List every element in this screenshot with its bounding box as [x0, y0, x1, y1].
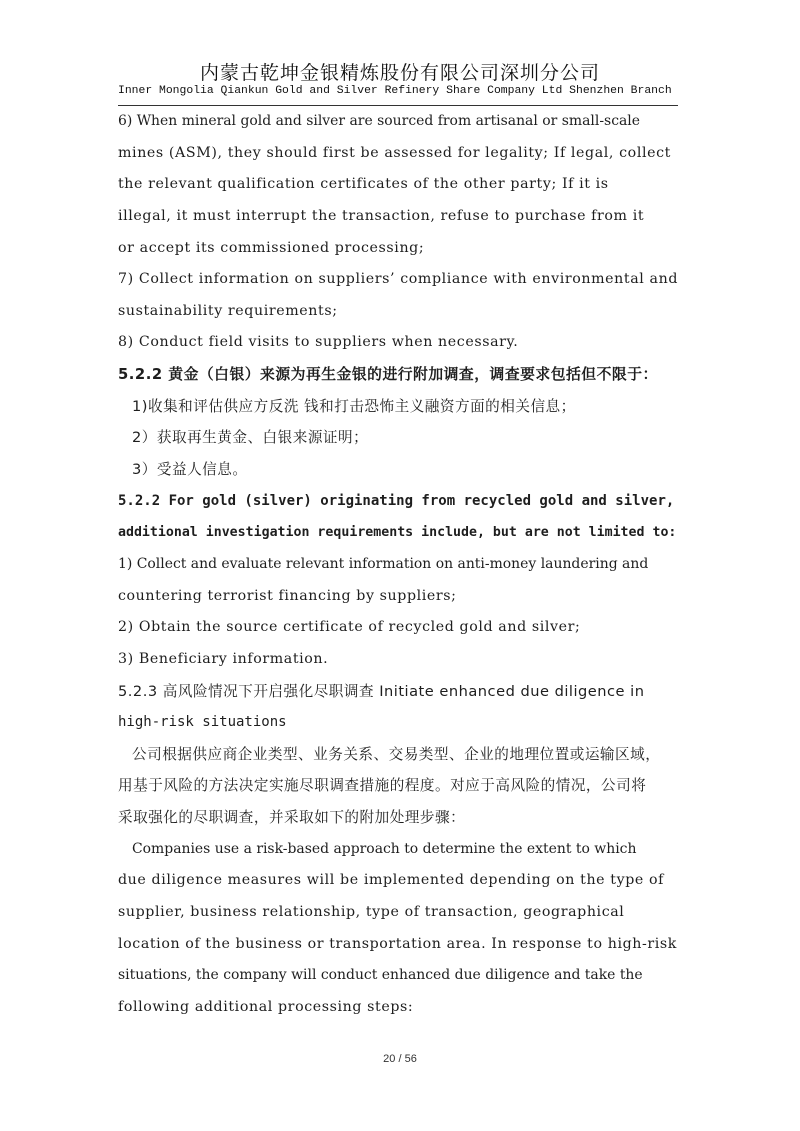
list-item-6-line-5: or accept its commissioned processing; [118, 239, 425, 256]
company-title-english: Inner Mongolia Qiankun Gold and Silver Refinery Share Company Ltd Shenzhen Branch [118, 85, 672, 97]
page-number: 20 / 56 [383, 1053, 417, 1065]
section-heading-5-2-3-line-2: high-risk situations [118, 714, 287, 731]
list-item-cn-2: 2）获取再生黄金、白银来源证明； [132, 429, 369, 447]
list-item-6-line-4: illegal, it must interrupt the transaction, refuse to purchase from it [118, 207, 645, 224]
list-item-6-line-2: mines (ASM), they should first be assessed for legality; If legal, collect [118, 144, 671, 161]
section-heading-5-2-2-english-line-1: 5.2.2 For gold (silver) originating from recycled gold and silver, [118, 492, 675, 509]
paragraph-en-line-2: due diligence measures will be implemented depending on the type of [118, 872, 664, 889]
section-heading-5-2-2-english-line-2: additional investigation requirements include, but are not limited to: [118, 525, 677, 541]
list-item-8: 8) Conduct field visits to suppliers when necessary. [118, 334, 519, 351]
paragraph-en-line-6: following additional processing steps: [118, 998, 414, 1015]
list-item-6-line-3: the relevant qualification certificates of the other party; If it is [118, 176, 609, 193]
section-heading-5-2-2-chinese: 5.2.2 黄金（白银）来源为再生金银的进行附加调查，调查要求包括但不限于： [118, 366, 658, 384]
paragraph-cn-line-1: 公司根据供应商企业类型、业务关系、交易类型、企业的地理位置或运输区域， [132, 745, 661, 763]
document-body [118, 106, 678, 1024]
list-item-6-line-1: 6) When mineral gold and silver are sourced from artisanal or small-scale [118, 113, 641, 129]
paragraph-cn-line-2: 用基于风险的方法决定实施尽职调查措施的程度。对应于高风险的情况，公司将 [118, 777, 647, 795]
list-item-cn-3: 3）受益人信息。 [132, 461, 248, 479]
list-item-cn-1: 1)收集和评估供应方反洗 钱和打击恐怖主义融资方面的相关信息； [132, 397, 576, 415]
company-title-chinese: 内蒙古乾坤金银精炼股份有限公司深圳分公司 [199, 62, 600, 84]
paragraph-cn-line-3: 采取强化的尽职调查，并采取如下的附加处理步骤： [118, 809, 466, 827]
list-item-en-1-line-1: 1) Collect and evaluate relevant information on anti-money laundering and [118, 555, 649, 572]
list-item-7-line-1: 7) Collect information on suppliers’ compliance with environmental and [118, 271, 679, 288]
list-item-en-3: 3) Beneficiary information. [118, 650, 329, 667]
paragraph-en-line-5: situations, the company will conduct enhanced due diligence and take the [118, 967, 643, 984]
list-item-en-1-line-2: countering terrorist financing by suppliers; [118, 587, 457, 604]
paragraph-en-line-3: supplier, business relationship, type of transaction, geographical [118, 904, 625, 921]
list-item-en-2: 2) Obtain the source certificate of recycled gold and silver; [118, 619, 581, 636]
section-heading-5-2-3-line-1: 5.2.3 高风险情况下开启强化尽职调查 Initiate enhanced due diligence in [118, 682, 645, 700]
paragraph-en-line-4: location of the business or transportation area. In response to high-risk [118, 935, 677, 952]
paragraph-en-line-1: Companies use a risk-based approach to determine the extent to which [132, 840, 637, 857]
list-item-7-line-2: sustainability requirements; [118, 302, 338, 319]
